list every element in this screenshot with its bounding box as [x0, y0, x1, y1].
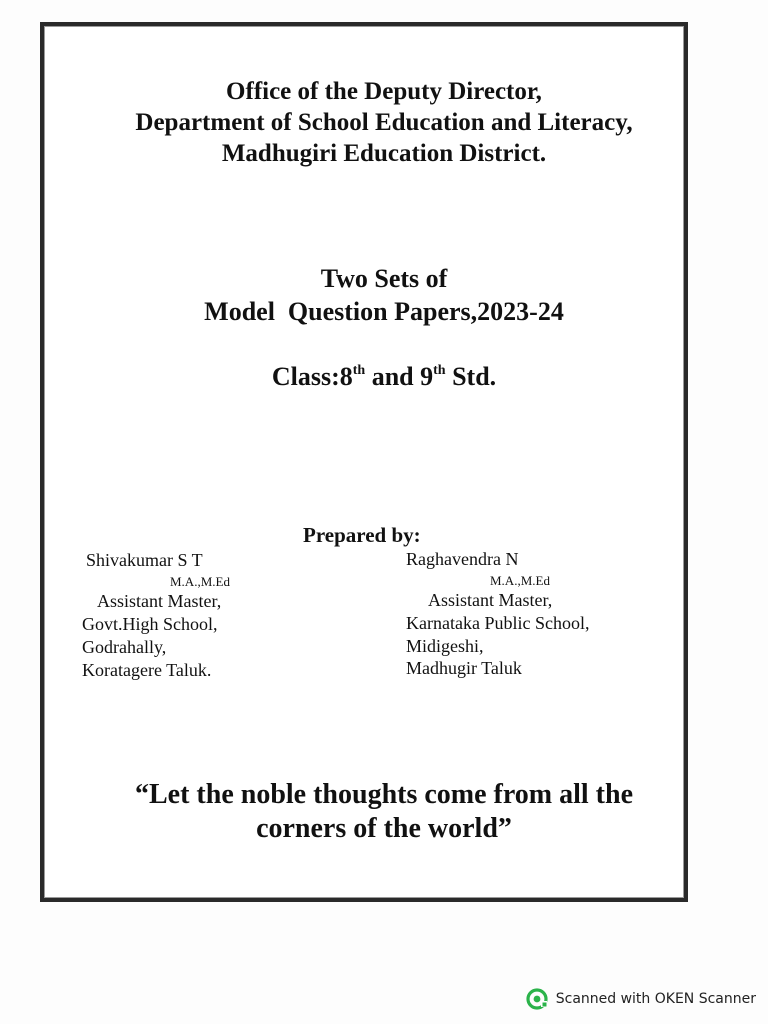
author-2-degree: M.A.,M.Ed: [490, 573, 550, 588]
author-1-name: Shivakumar S T: [86, 550, 203, 570]
class-sup-2: th: [433, 363, 446, 378]
author-2-school: Karnataka Public School,: [406, 613, 590, 633]
author-1-designation: Assistant Master,: [97, 591, 222, 611]
scanner-watermark: [526, 988, 756, 1010]
quote-line-1: “Let the noble thoughts come from all the: [135, 779, 633, 810]
quote-line-2: corners of the world”: [256, 813, 512, 844]
prepared-by-heading: Prepared by:: [303, 523, 421, 547]
scanner-watermark-text: Scanned with OKEN Scanner: [555, 991, 756, 1007]
class-middle: and 9: [365, 362, 434, 391]
author-1-school: Govt.High School,: [82, 614, 218, 634]
oken-scanner-logo-icon: [526, 988, 548, 1010]
motto-quote: [0, 778, 768, 846]
class-suffix: Std.: [445, 362, 497, 391]
author-1-taluk: Koratagere Taluk.: [82, 660, 212, 680]
title-line-1: Two Sets of: [320, 264, 448, 293]
author-2-name: Raghavendra N: [406, 549, 519, 569]
author-2-designation: Assistant Master,: [428, 590, 553, 610]
class-prefix: Class:8: [271, 362, 353, 391]
header-line-1: Office of the Deputy Director,: [226, 78, 542, 105]
title-line-2: Model Question Papers,2023-24: [204, 297, 564, 326]
office-header: [0, 76, 768, 169]
author-2-taluk: Madhugir Taluk: [406, 658, 522, 678]
header-line-3: Madhugiri Education District.: [221, 140, 547, 167]
class-info: [0, 360, 768, 394]
author-1-degree: M.A.,M.Ed: [170, 574, 230, 589]
class-sup-1: th: [352, 363, 366, 378]
header-line-2: Department of School Education and Literacy,: [135, 109, 633, 136]
document-title: [0, 262, 768, 328]
author-2-place: Midigeshi,: [406, 636, 484, 656]
author-1-place: Godrahally,: [82, 637, 167, 657]
